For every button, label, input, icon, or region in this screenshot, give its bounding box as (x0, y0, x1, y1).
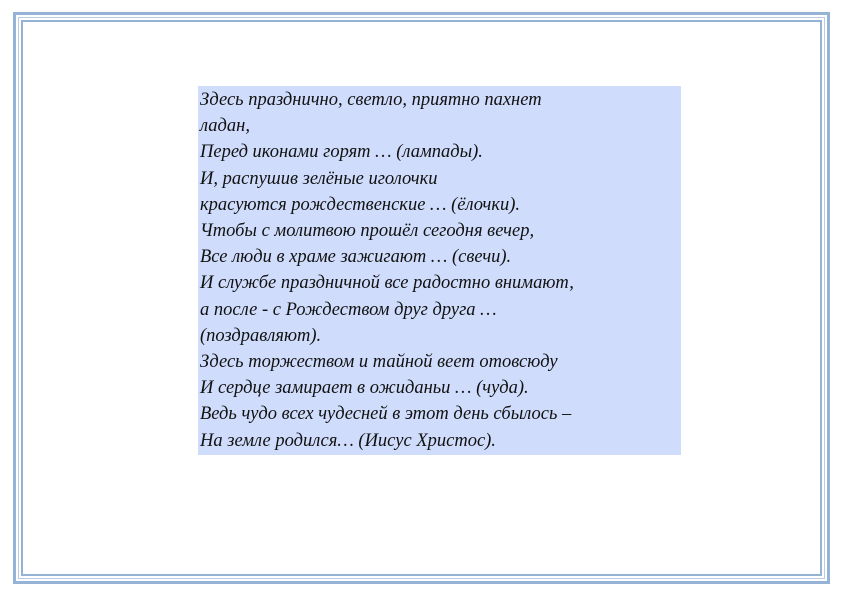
poem-line: Все люди в храме зажигают … (свечи). (200, 247, 512, 268)
poem-line: Здесь празднично, светло, приятно пахнет (200, 90, 542, 110)
poem-line: (поздравляют). (200, 325, 322, 346)
poem-line: а после - с Рождеством друг друга … (200, 299, 497, 320)
poem-line: Здесь торжеством и тайной веет отовсюду (200, 352, 558, 373)
poem-line: На земле родился… (Иисус Христос). (200, 430, 496, 451)
poem-line: И, распушив зелёные иголочки (200, 168, 438, 189)
poem-line: И службе праздничной все радостно внимают, (200, 273, 574, 294)
poem-line: Ведь чудо всех чудесней в этот день сбылось – (200, 404, 572, 425)
poem-line: красуются рождественские … (ёлочки). (200, 194, 521, 215)
poem-line: Перед иконами горят … (лампады). (200, 142, 483, 163)
poem-line: Чтобы с молитвою прошёл сегодня вечер, (200, 221, 535, 242)
poem-line: И сердце замирает в ожиданьи … (чуда). (200, 378, 529, 399)
poem-line: ладан, (200, 116, 250, 137)
poem-text-box (198, 86, 681, 455)
